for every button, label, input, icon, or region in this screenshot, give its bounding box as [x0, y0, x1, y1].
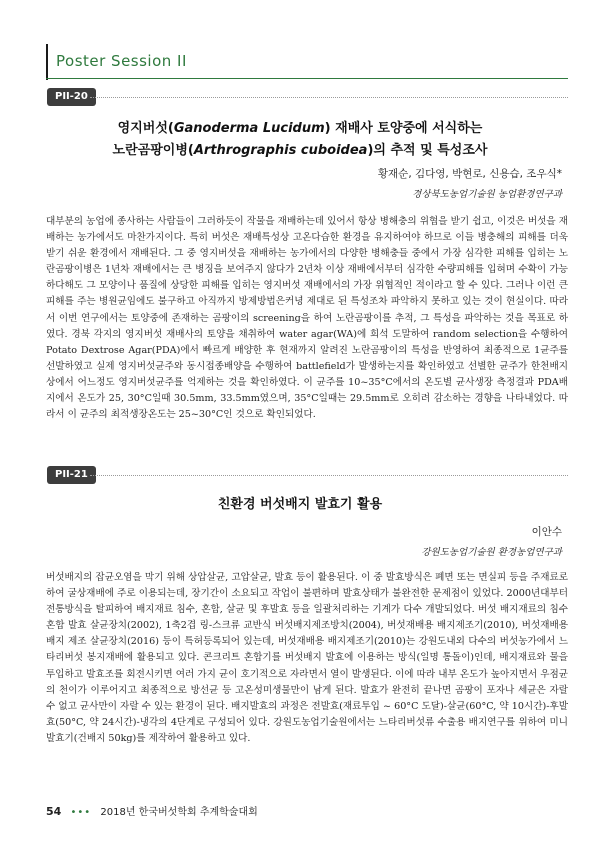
header-rule [46, 78, 568, 79]
affiliation: 경상북도농업기술원 농업환경연구과 [412, 189, 562, 200]
abstract-badge: PII-20 [47, 88, 96, 106]
authors: 황재순, 김다영, 박현로, 신용습, 조우식* [377, 168, 562, 180]
abstract-body [46, 214, 568, 423]
event-name: 2018년 한국버섯학회 추계학술대회 [100, 807, 258, 818]
page-footer [46, 803, 258, 818]
badge-divider [90, 97, 568, 98]
abstract-paragraph: 대부분의 농업에 종사하는 사람들이 그러하듯이 작물을 재배하는데 있어서 항상 병해충의 위협을 받기 쉽고, 이것은 버섯을 재배하는 농가에서도 마찬가지이다. 특히 버섯은 재배특성상 고온다습한 환경을 유지하여야 하므로 이들 병충해의 피해를 더욱 받기 쉬운 환경에서 재배된다. 그 중 영지버섯을 재배하는 농가에서의 다양한 병해충들 중에서 가장 심각한 피해를 입히는 노란곰팡이병은 1년차 재배에서는 큰 병징을 보여주지 않다가 2년차 이상 재배에서부터 심각한 수량피해를 입혀며 수확이 가능하다해도 그 모양이나 품질에 상당한 피해를 입히는 영지버섯 재배에서의 가장 위협적인 적이라고 할 수 있다. 그러나 이런 큰 피해를 주는 병원균임에도 불구하고 아직까지 방제방법은커녕 제대로 된 특성조차 파악하지 못하고 있는 것이 현실이다. 따라서 이번 연구에서는 토양중에 존재하는 곰팡이의 screening을 하여 노란곰팡이를 추적, 그 특성을 파악하는 것을 목표로 하였다. 경북 각지의 영지버섯 재배사의 토양을 채취하여 water agar(WA)에 희석 도말하여 random selection을 수행하여 Potato Dextrose Agar(PDA)에서 빠르게 배양한 후 현재까지 알려진 노란곰팡이의 특성을 반영하여 최종적으로 1균주를 선발하였고 실제 영지버섯균주와 동시접종배양을 수행하여 battlefield가 발생하는지를 확인하였고 선별한 균주가 한천배지상에서 어느정도 영지버섯균주를 억제하는 것을 확인하였다. 이 균주를 10~35°C에서의 온도별 균사생장 측정결과 PDA배지에서 온도가 25, 30°C일때 30.5mm, 33.5mm였으며, 35°C일때는 29.5mm로 오히려 감소하는 경향을 나타내었다. 따라서 이 균주의 최적생장온도는 25~30°C인 것으로 확인되었다. [46, 216, 568, 421]
abstract-title [40, 118, 560, 162]
title-line-2: 노란곰팡이병(Arthrographis cuboidea)의 추적 및 특성조사 [112, 143, 488, 158]
header-accent-bar [46, 44, 48, 80]
abstract-badge: PII-21 [47, 466, 96, 484]
footer-dots: ••• [70, 807, 92, 818]
abstract-paragraph: 버섯배지의 잡균오염을 막기 위해 상압살균, 고압살균, 발효 등이 활용된다. 이 중 발효방식은 폐면 또는 면실피 등을 주재료로 하여 굴상재배에 주로 이용되는데, 장기간이 소요되고 작업이 불편하며 발효상태가 불완전한 문제점이 있었다. 2000년대부터 전통방식을 탈피하여 배지재료 침수, 혼합, 살균 및 후발효 등을 일괄처리하는 기계가 다수 개발되었다. 버섯 배지재료의 침수 혼합 발효 살균장치(2002), 1축2겹 링-스크류 교반식 버섯배지제조방치(2004), 버섯재배용 배지제조기(2010), 버섯재배용 배지 제조 살균장치(2016) 등이 특허등록되어 있는데, 버섯재배용 배지제조기(2010)는 강원도내외 다수의 버섯농가에서 느타리버섯 봉지재배에 활용되고 있다. 콘크리트 혼합기를 버섯배지 발효에 이용하는 방식(일명 통돌이)인데, 배지재료와 물을 투입하고 발효조를 회전시키면 여러 가지 균이 호기적으로 자라면서 열이 발생된다. 이에 따라 내부 온도가 높아지면서 우점균의 천이가 이루어지고 최종적으로 방선균 등 고온성미생물만이 남게 된다. 발효가 완전히 끝나면 곰팡이 포자나 세균은 자랄 수 없고 균사만이 자랄 수 있는 환경이 된다. 배지발효의 과정은 전발효(재료투입 ~ 60°C 도달)-살균(60°C, 약 10시간)-후발효(50°C, 약 24시간)-냉각의 4단계로 구성되어 있다. 강원도농업기술원에서는 느타리버섯류 수출용 배지연구를 위하여 미니발효기(건배지 50kg)를 제작하여 활용하고 있다. [46, 572, 568, 744]
section-title: Poster Session II [56, 52, 187, 70]
abstract-title: 친환경 버섯배지 발효기 활용 [217, 497, 383, 512]
page-number: 54 [46, 805, 62, 818]
affiliation: 강원도농업기술원 환경농업연구과 [421, 547, 562, 558]
badge-divider [90, 475, 568, 476]
title-line-1: 영지버섯(Ganoderma Lucidum) 재배사 토양중에 서식하는 [117, 121, 483, 136]
authors: 이안수 [531, 526, 562, 538]
abstract-body [46, 570, 568, 747]
